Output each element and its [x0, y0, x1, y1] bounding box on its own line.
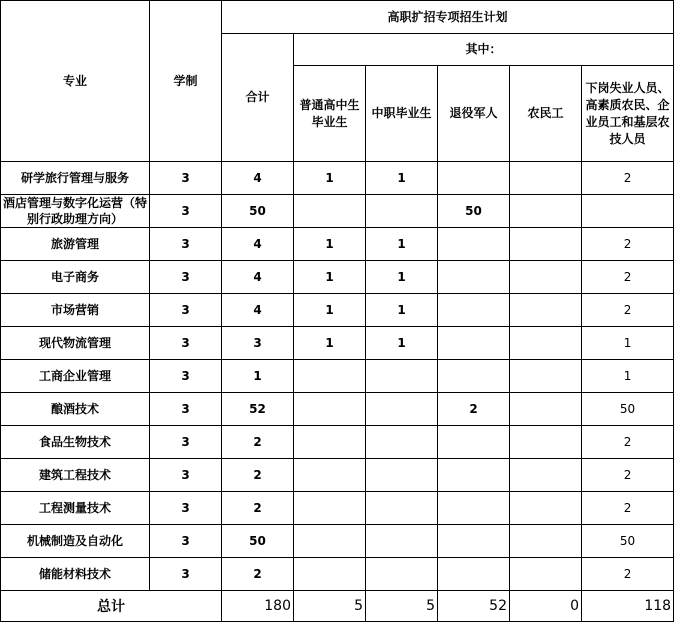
header-years: 学制 — [150, 1, 222, 162]
cell-veteran — [438, 426, 510, 459]
cell-vocational: 1 — [366, 327, 438, 360]
cell-total: 3 — [222, 327, 294, 360]
totals-vocational: 5 — [366, 591, 438, 622]
cell-migrant — [510, 426, 582, 459]
cell-years: 3 — [150, 195, 222, 228]
cell-major: 酿酒技术 — [1, 393, 150, 426]
header-vocational: 中职毕业生 — [366, 66, 438, 162]
cell-veteran — [438, 360, 510, 393]
cell-highschool: 1 — [294, 261, 366, 294]
cell-laid-off: 50 — [582, 525, 674, 558]
cell-vocational — [366, 459, 438, 492]
cell-total: 52 — [222, 393, 294, 426]
table-row — [1, 162, 674, 195]
cell-vocational — [366, 393, 438, 426]
table-row — [1, 327, 674, 360]
cell-highschool — [294, 558, 366, 591]
totals-highschool: 5 — [294, 591, 366, 622]
cell-migrant — [510, 525, 582, 558]
cell-major: 食品生物技术 — [1, 426, 150, 459]
cell-veteran — [438, 162, 510, 195]
cell-major: 工程测量技术 — [1, 492, 150, 525]
cell-major: 机械制造及自动化 — [1, 525, 150, 558]
cell-highschool — [294, 195, 366, 228]
cell-laid-off: 2 — [582, 558, 674, 591]
cell-major: 储能材料技术 — [1, 558, 150, 591]
cell-highschool — [294, 360, 366, 393]
cell-highschool: 1 — [294, 162, 366, 195]
cell-vocational — [366, 525, 438, 558]
cell-years: 3 — [150, 426, 222, 459]
table-body — [1, 162, 674, 591]
cell-migrant — [510, 195, 582, 228]
cell-total: 2 — [222, 558, 294, 591]
cell-years: 3 — [150, 294, 222, 327]
cell-vocational: 1 — [366, 162, 438, 195]
cell-years: 3 — [150, 360, 222, 393]
cell-years: 3 — [150, 228, 222, 261]
cell-laid-off: 1 — [582, 327, 674, 360]
cell-vocational: 1 — [366, 294, 438, 327]
cell-years: 3 — [150, 492, 222, 525]
cell-veteran — [438, 525, 510, 558]
cell-migrant — [510, 327, 582, 360]
cell-laid-off: 2 — [582, 294, 674, 327]
cell-migrant — [510, 558, 582, 591]
cell-total: 4 — [222, 261, 294, 294]
cell-total: 4 — [222, 162, 294, 195]
cell-highschool — [294, 393, 366, 426]
table-row — [1, 459, 674, 492]
table-row — [1, 261, 674, 294]
table-row — [1, 558, 674, 591]
cell-laid-off: 2 — [582, 459, 674, 492]
cell-vocational — [366, 360, 438, 393]
cell-total: 2 — [222, 426, 294, 459]
cell-veteran — [438, 228, 510, 261]
cell-laid-off — [582, 195, 674, 228]
header-among: 其中： — [294, 34, 674, 66]
table-row — [1, 195, 674, 228]
cell-total: 4 — [222, 294, 294, 327]
cell-vocational — [366, 558, 438, 591]
table-row — [1, 228, 674, 261]
cell-migrant — [510, 294, 582, 327]
header-highschool: 普通高中生毕业生 — [294, 66, 366, 162]
cell-laid-off: 1 — [582, 360, 674, 393]
totals-migrant: 0 — [510, 591, 582, 622]
cell-vocational: 1 — [366, 261, 438, 294]
table-row — [1, 360, 674, 393]
cell-total: 50 — [222, 525, 294, 558]
cell-years: 3 — [150, 162, 222, 195]
table-row — [1, 393, 674, 426]
cell-laid-off: 2 — [582, 228, 674, 261]
header-major: 专业 — [1, 1, 150, 162]
header-laid-off: 下岗失业人员、高素质农民、企业员工和基层农技人员 — [582, 66, 674, 162]
cell-migrant — [510, 162, 582, 195]
header-migrant: 农民工 — [510, 66, 582, 162]
cell-migrant — [510, 228, 582, 261]
cell-laid-off: 2 — [582, 162, 674, 195]
cell-total: 4 — [222, 228, 294, 261]
cell-total: 2 — [222, 492, 294, 525]
cell-vocational: 1 — [366, 228, 438, 261]
cell-migrant — [510, 459, 582, 492]
cell-laid-off: 2 — [582, 426, 674, 459]
cell-migrant — [510, 492, 582, 525]
cell-migrant — [510, 261, 582, 294]
totals-laid-off: 118 — [582, 591, 674, 622]
cell-major: 酒店管理与数字化运营（特别行政助理方向） — [1, 195, 150, 228]
cell-veteran — [438, 294, 510, 327]
cell-veteran: 2 — [438, 393, 510, 426]
cell-years: 3 — [150, 525, 222, 558]
header-plan-title: 高职扩招专项招生计划 — [222, 1, 674, 34]
cell-highschool: 1 — [294, 327, 366, 360]
cell-major: 旅游管理 — [1, 228, 150, 261]
cell-major: 电子商务 — [1, 261, 150, 294]
cell-major: 研学旅行管理与服务 — [1, 162, 150, 195]
cell-veteran — [438, 492, 510, 525]
cell-vocational — [366, 426, 438, 459]
cell-years: 3 — [150, 558, 222, 591]
cell-years: 3 — [150, 261, 222, 294]
table-row — [1, 294, 674, 327]
cell-highschool — [294, 525, 366, 558]
table-row — [1, 492, 674, 525]
header-veteran: 退役军人 — [438, 66, 510, 162]
cell-total: 50 — [222, 195, 294, 228]
cell-migrant — [510, 393, 582, 426]
totals-veteran: 52 — [438, 591, 510, 622]
cell-years: 3 — [150, 459, 222, 492]
cell-veteran: 50 — [438, 195, 510, 228]
cell-veteran — [438, 327, 510, 360]
cell-highschool — [294, 459, 366, 492]
header-total: 合计 — [222, 34, 294, 162]
cell-total: 2 — [222, 459, 294, 492]
cell-major: 建筑工程技术 — [1, 459, 150, 492]
cell-migrant — [510, 360, 582, 393]
totals-total: 180 — [222, 591, 294, 622]
cell-major: 现代物流管理 — [1, 327, 150, 360]
cell-highschool: 1 — [294, 294, 366, 327]
cell-highschool: 1 — [294, 228, 366, 261]
cell-years: 3 — [150, 393, 222, 426]
cell-highschool — [294, 492, 366, 525]
cell-laid-off: 2 — [582, 261, 674, 294]
cell-veteran — [438, 261, 510, 294]
table-row — [1, 426, 674, 459]
cell-total: 1 — [222, 360, 294, 393]
cell-laid-off: 50 — [582, 393, 674, 426]
cell-vocational — [366, 195, 438, 228]
cell-veteran — [438, 459, 510, 492]
totals-label: 总计 — [1, 591, 222, 622]
cell-major: 工商企业管理 — [1, 360, 150, 393]
cell-highschool — [294, 426, 366, 459]
totals-row — [1, 591, 674, 622]
cell-years: 3 — [150, 327, 222, 360]
cell-veteran — [438, 558, 510, 591]
cell-vocational — [366, 492, 438, 525]
table-row — [1, 525, 674, 558]
cell-major: 市场营销 — [1, 294, 150, 327]
cell-laid-off: 2 — [582, 492, 674, 525]
